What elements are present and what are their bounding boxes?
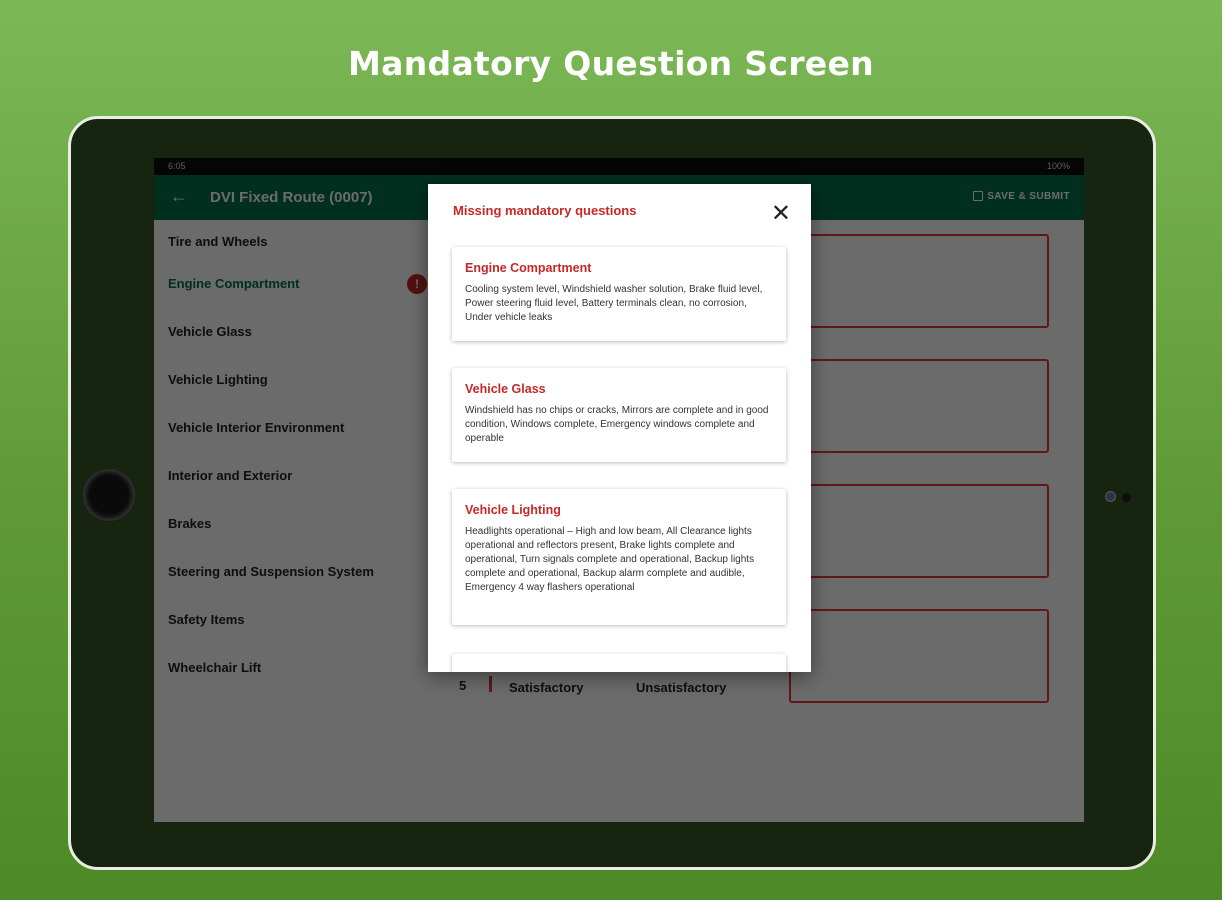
missing-section-card[interactable] [452,654,786,672]
home-button[interactable] [83,469,135,521]
app-screen [154,158,1084,822]
camera-icon [1099,489,1131,507]
close-icon[interactable]: ✕ [770,200,791,227]
missing-section-card[interactable] [452,489,786,625]
card-title: Vehicle Glass [465,382,546,396]
card-body: Cooling system level, Windshield washer solution, Brake fluid level, Power steering fluid level, Battery terminals clean, no corrosion, Under vehicle leaks [465,284,763,323]
missing-section-card[interactable] [452,368,786,462]
missing-section-card[interactable] [452,247,786,341]
promo-headline: Mandatory Question Screen [348,44,874,83]
card-title: Vehicle Lighting [465,503,561,517]
missing-questions-list[interactable] [428,244,811,672]
dialog-title: Missing mandatory questions [453,203,637,218]
missing-questions-dialog [428,184,811,672]
card-title: Engine Compartment [465,261,592,275]
card-body: Windshield has no chips or cracks, Mirrors are complete and in good condition, Windows complete, Emergency windows complete and operable [465,405,769,444]
card-body: Headlights operational – High and low beam, All Clearance lights operational and reflectors present, Brake lights complete and operational, Turn signals complete and operational, Backup lights complete and operational, Backup alarm complete and audible, Emergency 4 way flashers operational [465,526,755,593]
